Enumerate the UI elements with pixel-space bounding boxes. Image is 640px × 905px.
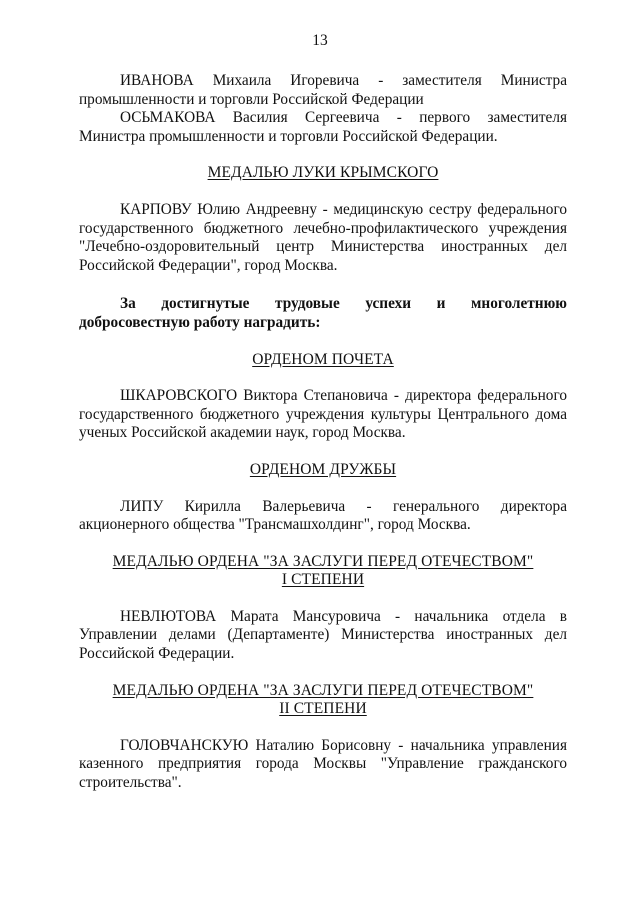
page-number: 13 [312, 32, 328, 49]
award-paragraph-golovchanskaya: ГОЛОВЧАНСКУЮ Наталию Борисовну - начальника управления казенного предприятия города Москвы "Управление гражданского строительства". [79, 736, 567, 792]
labor-achievements-statement: За достигнутые трудовые успехи и многолетнюю добросовестную работу наградить: [79, 295, 567, 331]
section-heading-medal-luki: МЕДАЛЬЮ ЛУКИ КРЫМСКОГО [207, 164, 439, 182]
award-paragraph-lipa: ЛИПУ Кирилла Валерьевича - генерального директора акционерного общества "Трансмашхолдинг", город Москва. [79, 497, 567, 534]
award-paragraph-nevlyutov: НЕВЛЮТОВА Марата Мансуровича - начальника отдела в Управлении делами (Департаменте) Министерства иностранных дел Российской Федерации. [79, 607, 567, 663]
award-paragraph-ivanov: ИВАНОВА Михаила Игоревича - заместителя Министра промышленности и торговли Российской Федерации [79, 72, 567, 108]
award-paragraph-karpova: КАРПОВУ Юлию Андреевну - медицинскую сестру федерального государственного бюджетного лечебно-профилактического учреждения "Лечебно-оздоровительный центр Министерства иностранных дел Российской Федерации", город Москва. [79, 200, 567, 274]
section-heading-order-druzhby: ОРДЕНОМ ДРУЖБЫ [249, 460, 397, 478]
award-paragraph-shkarovsky: ШКАРОВСКОГО Виктора Степановича - директора федерального государственного бюджетного учреждения культуры Центрального дома ученых Российской академии наук, город Москва. [79, 387, 567, 442]
section-heading-medal-1-line1: МЕДАЛЬЮ ОРДЕНА "ЗА ЗАСЛУГИ ПЕРЕД ОТЕЧЕСТВОМ" [112, 552, 534, 570]
document-body [79, 72, 567, 793]
section-heading-medal-2-line2: II СТЕПЕНИ [279, 700, 367, 718]
award-paragraph-osmakov: ОСЬМАКОВА Василия Сергеевича - первого заместителя Министра промышленности и торговли Российской Федерации. [79, 109, 567, 145]
section-heading-medal-1-line2: I СТЕПЕНИ [281, 571, 365, 589]
section-heading-medal-2-line1: МЕДАЛЬЮ ОРДЕНА "ЗА ЗАСЛУГИ ПЕРЕД ОТЕЧЕСТВОМ" [112, 681, 534, 699]
section-heading-order-pocheta: ОРДЕНОМ ПОЧЕТА [252, 350, 394, 368]
